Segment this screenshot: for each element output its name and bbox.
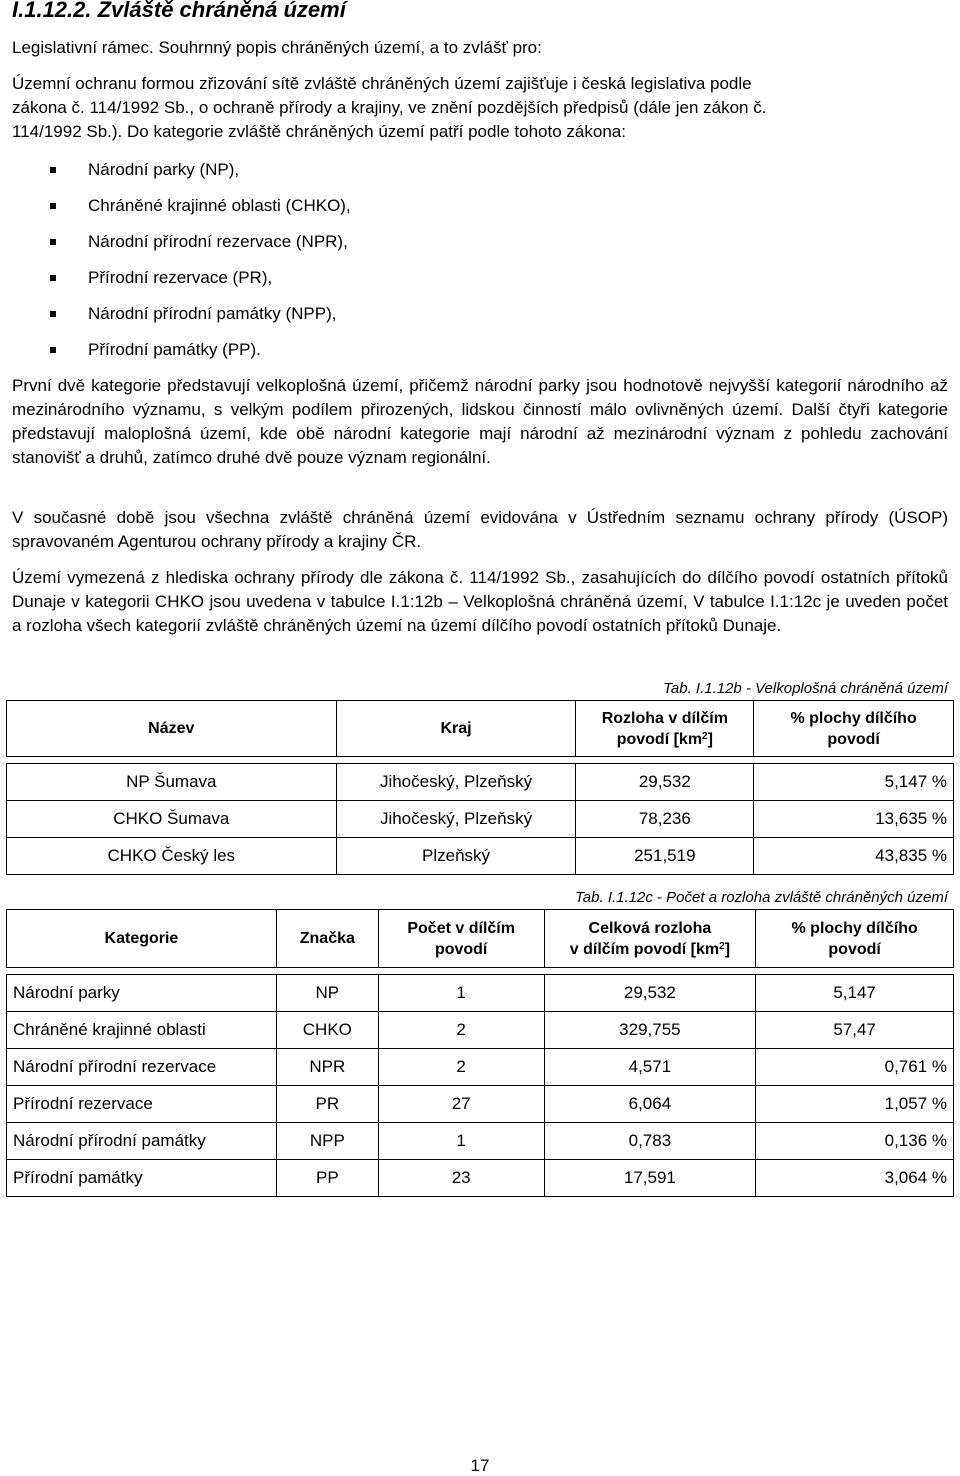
table-b-caption: Tab. I.1.12b - Velkoplošná chráněná území	[663, 680, 948, 697]
table-row	[7, 801, 954, 838]
square-bullet-icon	[50, 347, 56, 353]
list-item	[50, 230, 351, 266]
table-header-row	[7, 701, 954, 757]
table-large-protected-areas	[6, 700, 954, 875]
table-c-caption: Tab. I.1.12c - Počet a rozloha zvláště chráněných území	[575, 889, 948, 906]
list-item-label: Národní parky (NP),	[88, 160, 240, 179]
cell-count: 23	[378, 1160, 544, 1197]
cell-share: 0,761 %	[756, 1049, 954, 1086]
column-header-total-area: Celková rozloha v dílčím povodí $[km^2]$	[544, 910, 756, 968]
paragraph-legislation-line-1: Územní ochranu formou zřizování sítě zvláště chráněných území zajišťuje i česká legislativa podle	[12, 74, 752, 93]
table-protected-areas-by-category	[6, 909, 954, 1197]
cell-share: 13,635 %	[754, 801, 954, 838]
column-header-area: Rozloha v dílčím povodí $[km^2]$	[576, 701, 754, 757]
cell-area: 17,591	[544, 1160, 756, 1197]
cell-category: Národní parky	[7, 975, 277, 1012]
paragraph-legislation-line-2: zákona č. 114/1992 Sb., o ochraně přírody a krajiny, ve znění pozdějších předpisů (dále jen zákon č.	[12, 98, 767, 117]
square-bullet-icon	[50, 311, 56, 317]
cell-name: CHKO Šumava	[7, 801, 337, 838]
page-number: 17	[470, 1456, 490, 1475]
cell-share: 43,835 %	[754, 838, 954, 875]
square-bullet-icon	[50, 239, 56, 245]
table-row	[7, 838, 954, 875]
cell-share: 1,057 %	[756, 1086, 954, 1123]
square-bullet-icon	[50, 275, 56, 281]
list-item-label: Národní přírodní rezervace (NPR),	[88, 232, 348, 251]
table-header-row	[7, 910, 954, 968]
square-bullet-icon	[50, 203, 56, 209]
table-row	[7, 1160, 954, 1197]
cell-count: 1	[378, 1123, 544, 1160]
square-bullet-icon	[50, 167, 56, 173]
column-header-region: Kraj	[336, 701, 576, 757]
cell-share: 5,147 %	[754, 764, 954, 801]
cell-region: Plzeňský	[336, 838, 576, 875]
column-header-code: Značka	[276, 910, 378, 968]
cell-count: 1	[378, 975, 544, 1012]
cell-count: 2	[378, 1049, 544, 1086]
cell-area: 251,519	[576, 838, 754, 875]
cell-code: NPR	[276, 1049, 378, 1086]
cell-area: 329,755	[544, 1012, 756, 1049]
list-item-label: Přírodní památky (PP).	[88, 340, 261, 359]
cell-code: NPP	[276, 1123, 378, 1160]
cell-name: NP Šumava	[7, 764, 337, 801]
table-row	[7, 975, 954, 1012]
paragraph-usop: V současné době jsou všechna zvláště chráněná území evidována v Ústředním seznamu ochrany přírody (ÚSOP) spravovaném Agenturou ochrany přírody a krajiny ČR.	[12, 508, 948, 551]
intro-text: Legislativní rámec. Souhrnný popis chráněných území, a to zvlášť pro:	[12, 38, 542, 57]
list-item	[50, 302, 351, 338]
paragraph-categories-description: První dvě kategorie představují velkoplošná území, přičemž národní parky jsou hodnotově nejvyšší kategorií národního až mezinárodního významu, s velkým podílem přirozených, lidskou činností málo ovlivněných území. Další čtyři kategorie představují maloplošná území, kde obě národní kategorie mají národní až mezinárodní význam z pohledu zachování stanovišť a druhů, zatímco druhé dvě pouze význam regionální.	[12, 376, 948, 467]
category-list	[50, 158, 351, 374]
table-row	[7, 1049, 954, 1086]
cell-area: 29,532	[544, 975, 756, 1012]
column-header-name: Název	[7, 701, 337, 757]
column-header-count: Počet v dílčím povodí	[378, 910, 544, 968]
cell-region: Jihočeský, Plzeňský	[336, 764, 576, 801]
paragraph-legislation-line-3: 114/1992 Sb.). Do kategorie zvláště chráněných území patří podle tohoto zákona:	[12, 122, 626, 141]
cell-area: 0,783	[544, 1123, 756, 1160]
list-item-label: Chráněné krajinné oblasti (CHKO),	[88, 196, 351, 215]
cell-name: CHKO Český les	[7, 838, 337, 875]
cell-area: 6,064	[544, 1086, 756, 1123]
cell-count: 2	[378, 1012, 544, 1049]
cell-category: Chráněné krajinné oblasti	[7, 1012, 277, 1049]
cell-share: 3,064 %	[756, 1160, 954, 1197]
column-header-category: Kategorie	[7, 910, 277, 968]
cell-share: 57,47	[756, 1012, 954, 1049]
table-row	[7, 1123, 954, 1160]
table-row	[7, 1086, 954, 1123]
column-header-share: % plochy dílčího povodí	[754, 701, 954, 757]
cell-code: PP	[276, 1160, 378, 1197]
table-row	[7, 1012, 954, 1049]
cell-code: CHKO	[276, 1012, 378, 1049]
cell-area: 4,571	[544, 1049, 756, 1086]
cell-category: Národní přírodní rezervace	[7, 1049, 277, 1086]
cell-region: Jihočeský, Plzeňský	[336, 801, 576, 838]
list-item	[50, 194, 351, 230]
cell-category: Přírodní památky	[7, 1160, 277, 1197]
cell-share: 5,147	[756, 975, 954, 1012]
cell-count: 27	[378, 1086, 544, 1123]
list-item	[50, 338, 351, 374]
cell-code: PR	[276, 1086, 378, 1123]
table-row	[7, 764, 954, 801]
column-header-share: % plochy dílčího povodí	[756, 910, 954, 968]
cell-area: 78,236	[576, 801, 754, 838]
list-item-label: Národní přírodní památky (NPP),	[88, 304, 337, 323]
cell-share: 0,136 %	[756, 1123, 954, 1160]
cell-code: NP	[276, 975, 378, 1012]
cell-category: Přírodní rezervace	[7, 1086, 277, 1123]
paragraph-tables-intro: Území vymezená z hlediska ochrany přírody dle zákona č. 114/1992 Sb., zasahujících do dílčího povodí ostatních přítoků Dunaje v kategorii CHKO jsou uvedena v tabulce I.1:12b – Velkoplošná chráněná území, V tabulce I.1:12c je uveden počet a rozloha všech kategorií zvláště chráněných území na území dílčího povodí ostatních přítoků Dunaje.	[12, 568, 948, 635]
list-item	[50, 158, 351, 194]
cell-area: 29,532	[576, 764, 754, 801]
section-heading: I.1.12.2. Zvláště chráněná území	[12, 0, 346, 22]
list-item	[50, 266, 351, 302]
cell-category: Národní přírodní památky	[7, 1123, 277, 1160]
list-item-label: Přírodní rezervace (PR),	[88, 268, 273, 287]
